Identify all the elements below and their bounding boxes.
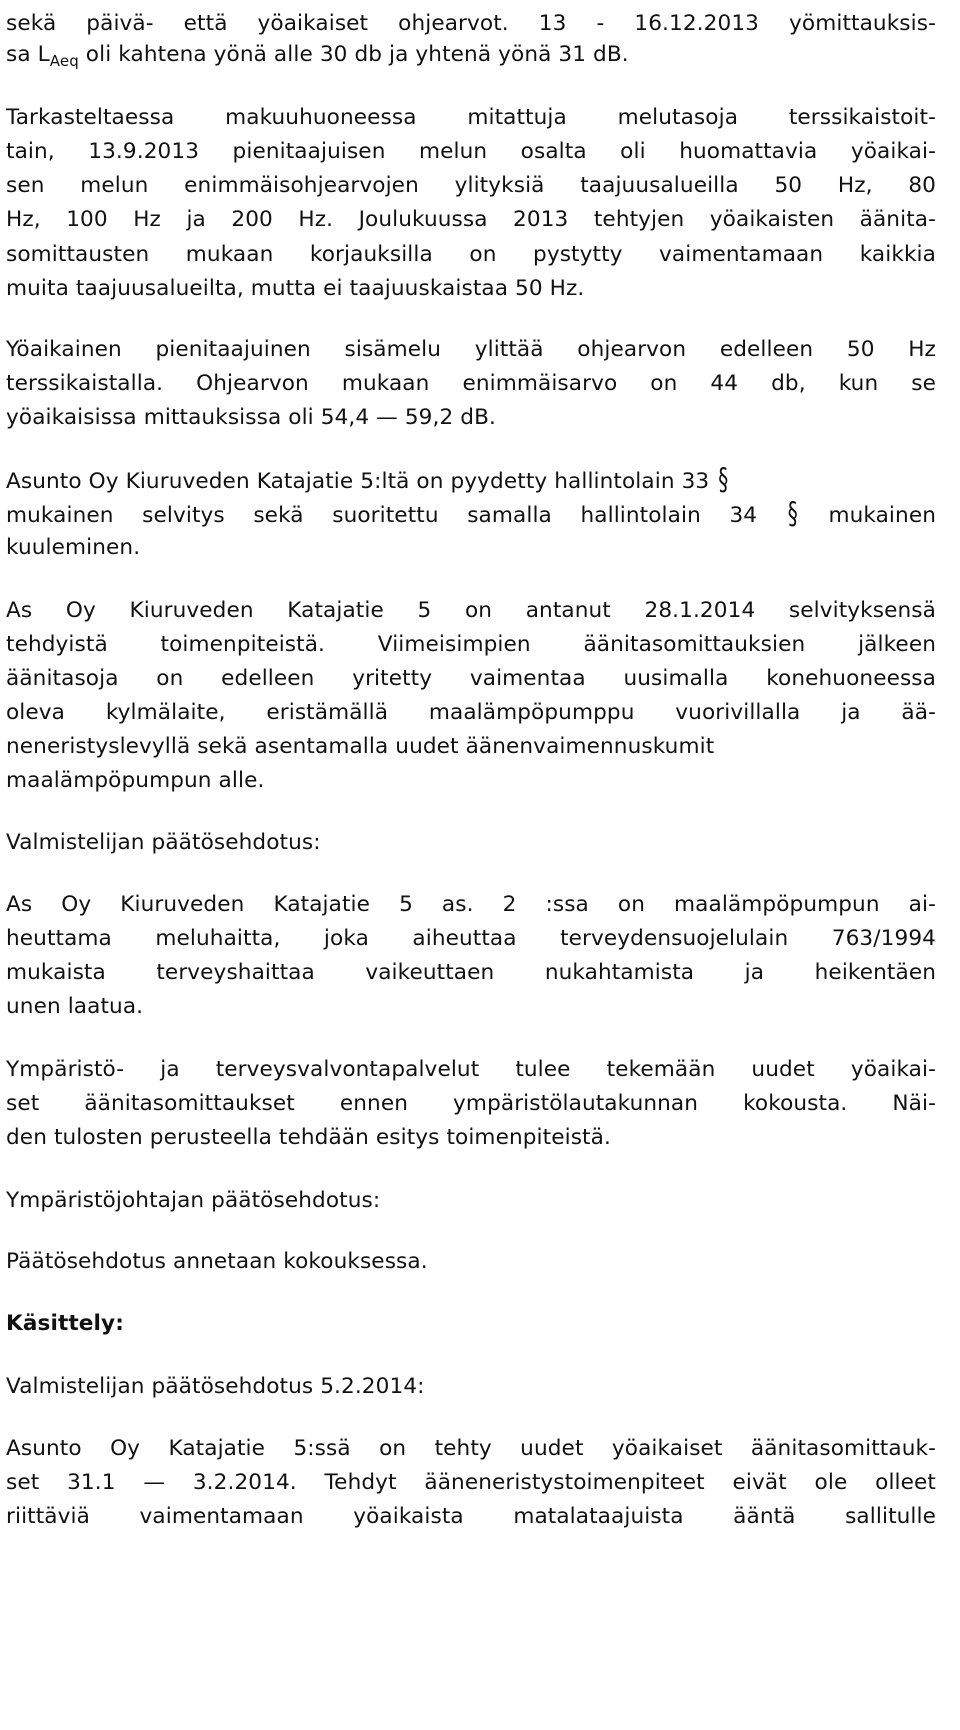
text-line: Päätösehdotus annetaan kokouksessa. xyxy=(6,1249,428,1274)
text-line: unen laatua. xyxy=(6,994,144,1019)
text-span: sa L xyxy=(6,42,50,67)
text-line xyxy=(6,44,629,69)
text-line: yöaikaisissa mittauksissa oli 54,4 — 59,2 dB. xyxy=(6,405,496,430)
text-line: tehdyistä toimenpiteistä. Viimeisimpien äänitasomittauksien jälkeen xyxy=(6,632,936,657)
text-span: mukainen xyxy=(828,503,936,528)
text-line: As Oy Kiuruveden Katajatie 5 on antanut 28.1.2014 selvityksensä xyxy=(6,598,936,623)
text-span: oli kahtena yönä alle 30 db ja yhtenä yönä 31 dB. xyxy=(78,42,629,67)
section-heading: Valmistelijan päätösehdotus 5.2.2014: xyxy=(6,1374,425,1399)
subscript: Aeq xyxy=(49,52,79,70)
text-line: tain, 13.9.2013 pienitaajuisen melun osalta oli huomattavia yöaikai- xyxy=(6,139,936,164)
text-line: sen melun enimmäisohjearvojen ylityksiä taajuusalueilla 50 Hz, 80 xyxy=(6,173,936,198)
section-sign: § xyxy=(718,461,729,497)
text-line: äänitasoja on edelleen yritetty vaimentaa uusimalla konehuoneessa xyxy=(6,666,936,691)
text-line: Asunto Oy Katajatie 5:ssä on tehty uudet yöaikaiset äänitasomittauk- xyxy=(6,1436,936,1461)
section-heading: Valmistelijan päätösehdotus: xyxy=(6,830,321,855)
text-line: heuttama meluhaitta, joka aiheuttaa terveydensuojelulain 763/1994 xyxy=(6,926,936,951)
text-line: set äänitasomittaukset ennen ympäristölautakunnan kokousta. Näi- xyxy=(6,1091,936,1116)
section-sign: § xyxy=(787,495,798,531)
text-span: Asunto Oy Kiuruveden Katajatie 5:ltä on pyydetty hallintolain 33 xyxy=(6,469,710,494)
text-span: mukainen selvitys sekä suoritettu samalla hallintolain 34 xyxy=(6,503,758,528)
text-line: Tarkasteltaessa makuuhuoneessa mitattuja melutasoja terssikaistoit- xyxy=(6,105,936,130)
text-line: set 31.1 — 3.2.2014. Tehdyt ääneneristystoimenpiteet eivät ole olleet xyxy=(6,1470,936,1495)
section-heading: Ympäristöjohtajan päätösehdotus: xyxy=(6,1188,381,1213)
text-line: As Oy Kiuruveden Katajatie 5 as. 2 :ssa on maalämpöpumpun ai- xyxy=(6,892,936,917)
text-line: somittausten mukaan korjauksilla on pystytty vaimentamaan kaikkia xyxy=(6,242,936,267)
text-line: kuuleminen. xyxy=(6,535,141,560)
text-line: mukaista terveyshaittaa vaikeuttaen nukahtamista ja heikentäen xyxy=(6,960,936,985)
text-line: riittäviä vaimentamaan yöaikaista matalataajuista ääntä sallitulle xyxy=(6,1504,936,1529)
text-line xyxy=(6,495,936,531)
text-line: Hz, 100 Hz ja 200 Hz. Joulukuussa 2013 tehtyjen yöaikaisten äänita- xyxy=(6,207,936,232)
text-line: terssikaistalla. Ohjearvon mukaan enimmäisarvo on 44 db, kun se xyxy=(6,371,936,396)
text-line: oleva kylmälaite, eristämällä maalämpöpumppu vuorivillalla ja ää- xyxy=(6,700,936,725)
text-line: den tulosten perusteella tehdään esitys toimenpiteistä. xyxy=(6,1125,611,1150)
text-line: muita taajuusalueilta, mutta ei taajuuskaistaa 50 Hz. xyxy=(6,276,585,301)
text-line: sekä päivä- että yöaikaiset ohjearvot. 13 - 16.12.2013 yömittauksis- xyxy=(6,11,936,36)
text-line: Ympäristö- ja terveysvalvontapalvelut tulee tekemään uudet yöaikai- xyxy=(6,1057,936,1082)
text-line: maalämpöpumpun alle. xyxy=(6,768,265,793)
text-line: neneristyslevyllä sekä asentamalla uudet äänenvaimennuskumit xyxy=(6,734,715,759)
section-heading: Käsittely: xyxy=(6,1311,124,1336)
text-line: Yöaikainen pienitaajuinen sisämelu ylittää ohjearvon edelleen 50 Hz xyxy=(6,337,936,362)
text-line xyxy=(6,461,730,497)
